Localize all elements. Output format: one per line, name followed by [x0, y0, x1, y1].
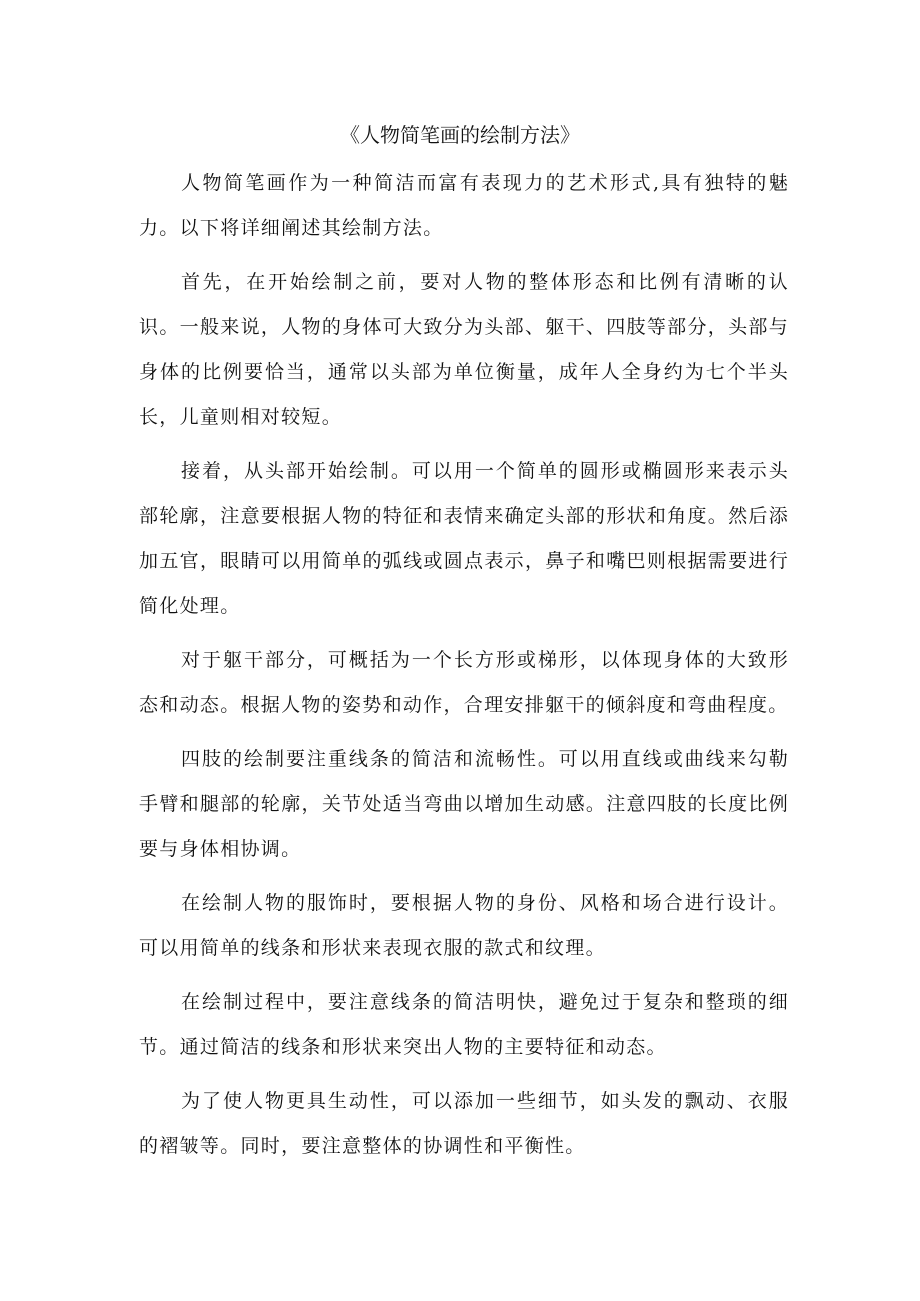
paragraph-clothing: 在绘制人物的服饰时，要根据人物的身份、风格和场合进行设计。可以用简单的线条和形状来表现衣服的款式和纹理。 [139, 892, 789, 959]
paragraph-proportion: 首先，在开始绘制之前，要对人物的整体形态和比例有清晰的认识。一般来说，人物的身体可大致分为头部、躯干、四肢等部分，头部与身体的比例要恰当，通常以头部为单位衡量，成年人全身约为七个半头长，儿童则相对较短。 [139, 271, 789, 428]
paragraph-details: 为了使人物更具生动性，可以添加一些细节，如头发的飘动、衣服的褶皱等。同时，要注意整体的协调性和平衡性。 [139, 1090, 789, 1157]
paragraph-limbs: 四肢的绘制要注重线条的简洁和流畅性。可以用直线或曲线来勾勒手臂和腿部的轮廓，关节处适当弯曲以增加生动感。注意四肢的长度比例要与身体相协调。 [139, 748, 789, 860]
document-title: 《人物简笔画的绘制方法》 [340, 123, 580, 147]
paragraph-head: 接着，从头部开始绘制。可以用一个简单的圆形或椭圆形来表示头部轮廓，注意要根据人物的特征和表情来确定头部的形状和角度。然后添加五官，眼睛可以用简单的弧线或圆点表示，鼻子和嘴巴则根据需要进行简化处理。 [139, 460, 789, 617]
document-body [139, 161, 789, 1178]
paragraph-intro: 人物简笔画作为一种简洁而富有表现力的艺术形式,具有独特的魅力。以下将详细阐述其绘制方法。 [139, 172, 789, 239]
paragraph-lines: 在绘制过程中，要注意线条的简洁明快，避免过于复杂和整琐的细节。通过简洁的线条和形状来突出人物的主要特征和动态。 [139, 991, 789, 1058]
paragraph-torso: 对于躯干部分，可概括为一个长方形或梯形，以体现身体的大致形态和动态。根据人物的姿势和动作，合理安排躯干的倾斜度和弯曲程度。 [139, 649, 789, 716]
